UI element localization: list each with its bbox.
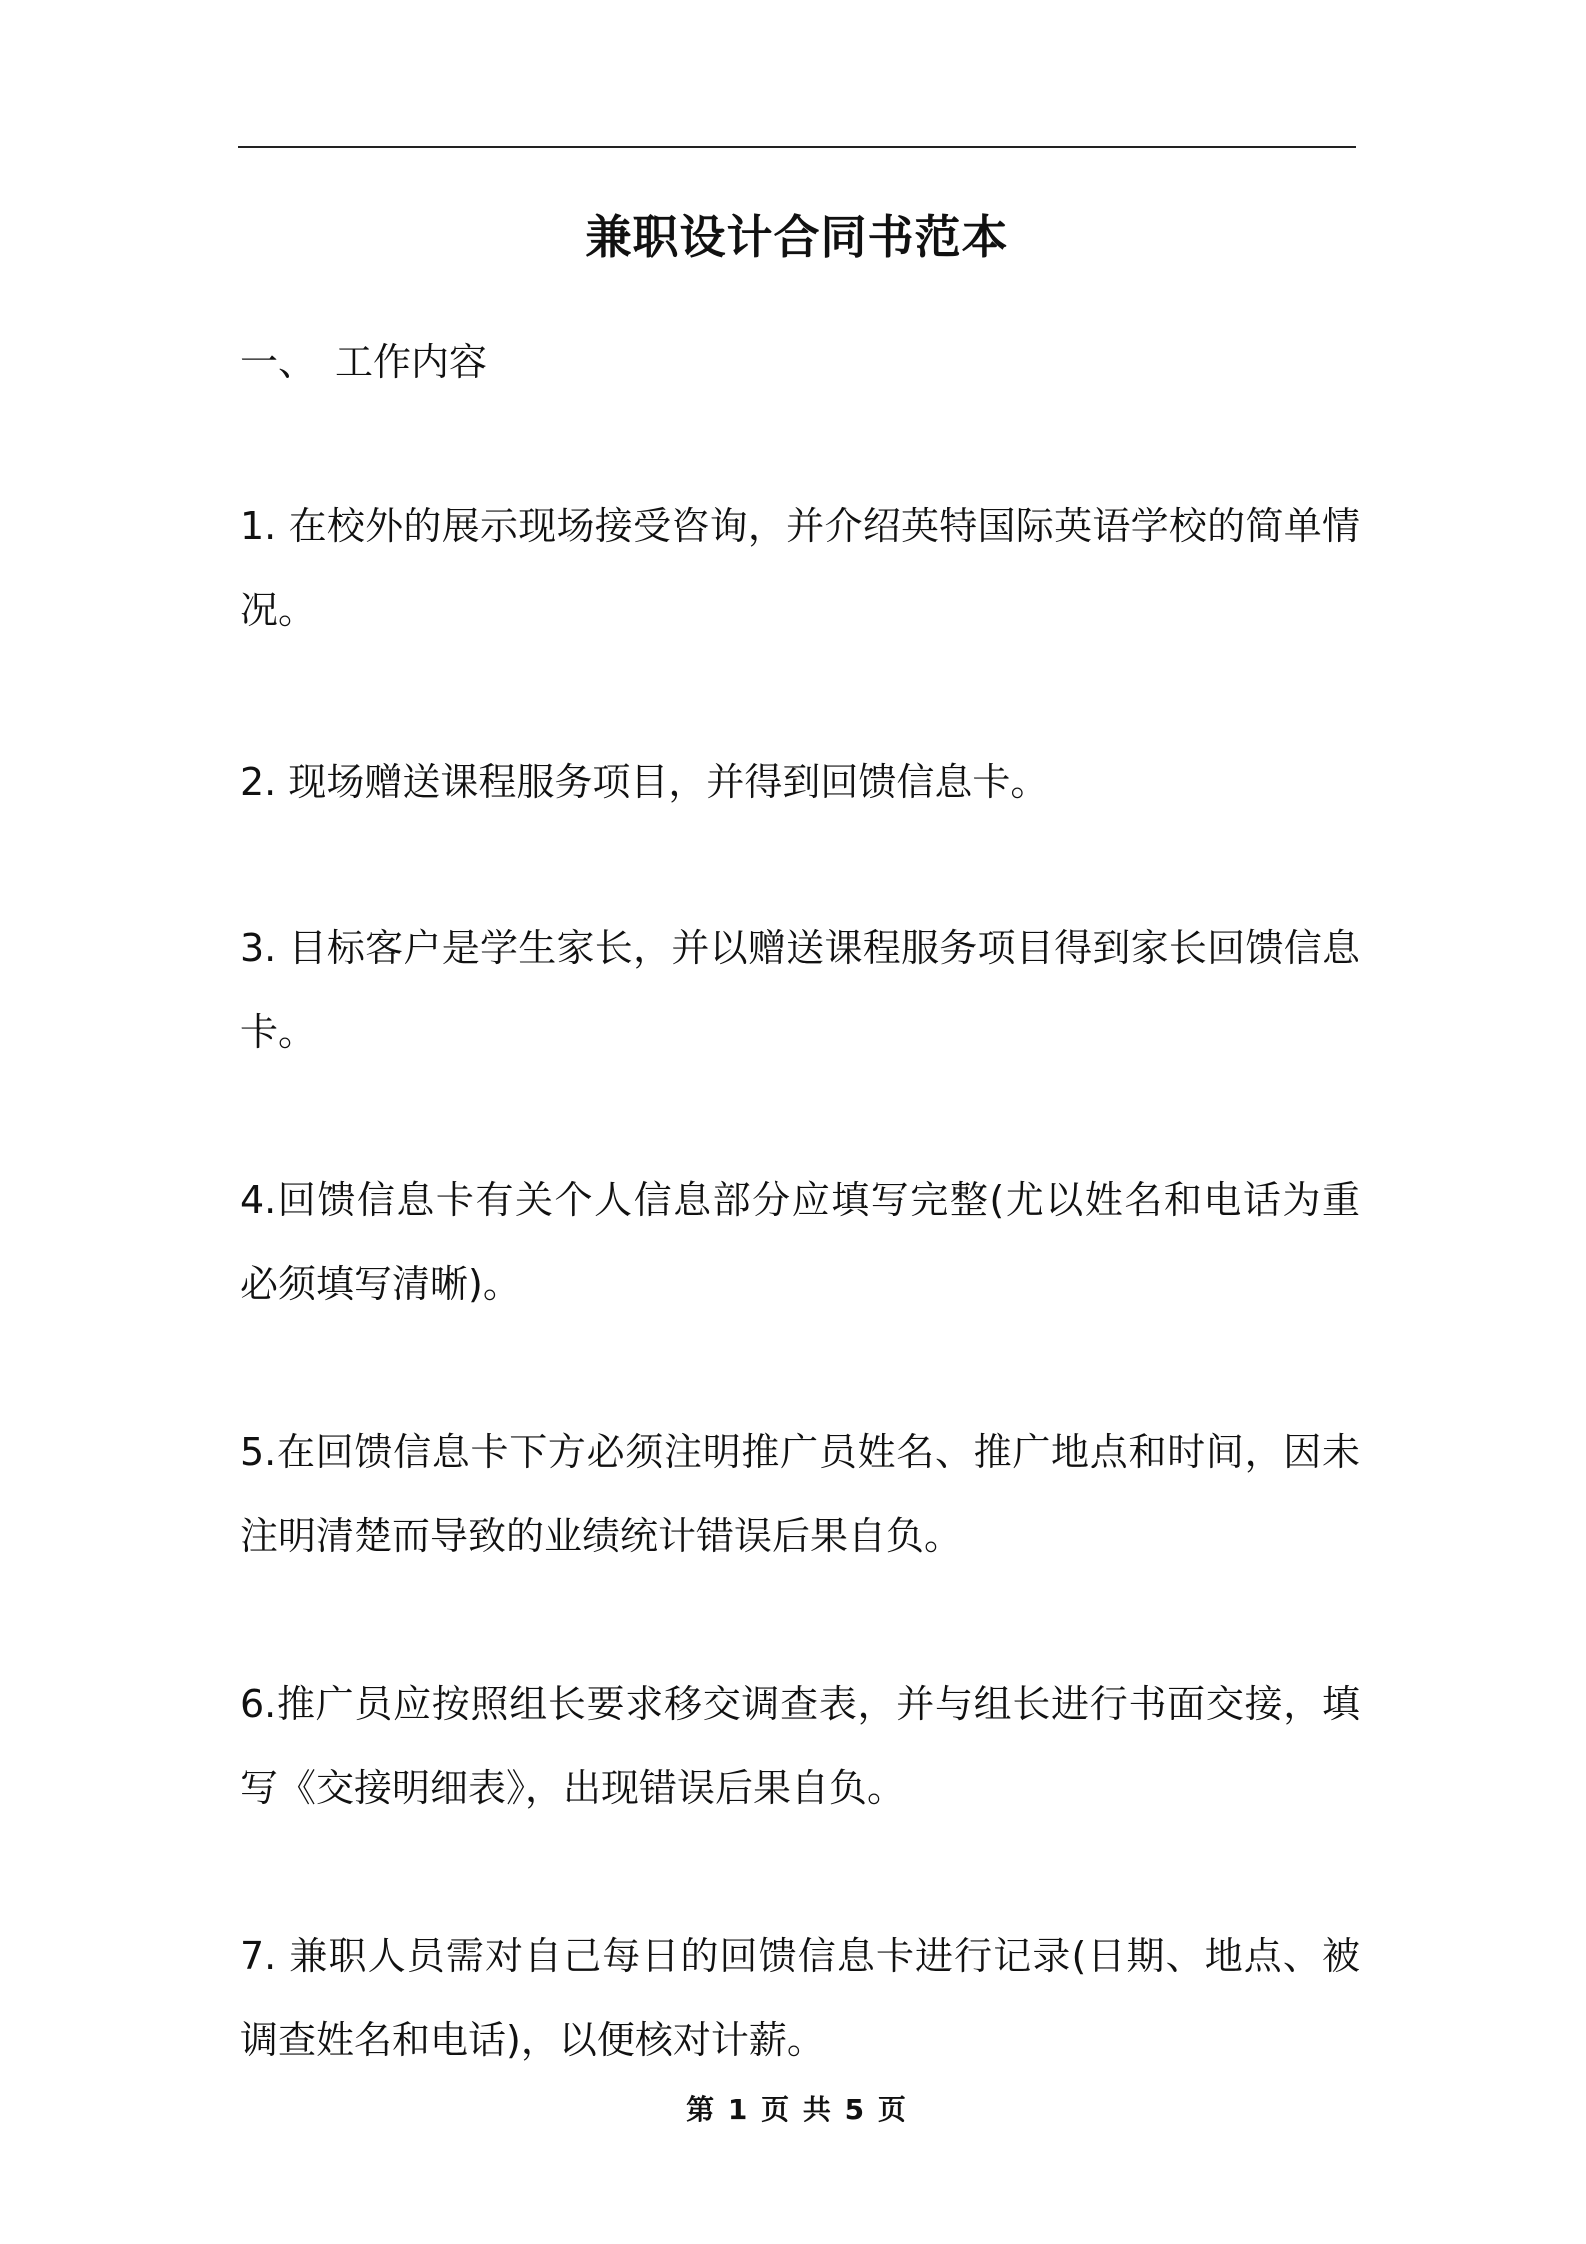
list-item: 5.在回馈信息卡下方必须注明推广员姓名、推广地点和时间，因未注明清楚而导致的业绩统计错误后果自负。 [240, 1430, 1360, 1558]
section-number: 一、 [240, 340, 317, 384]
document-title: 兼职设计合同书范本 [585, 210, 1009, 264]
list-item: 7. 兼职人员需对自己每日的回馈信息卡进行记录(日期、地点、被调查姓名和电话)，以便核对计薪。 [240, 1934, 1360, 2062]
section-heading-text: 工作内容 [335, 340, 488, 384]
list-item: 6.推广员应按照组长要求移交调查表，并与组长进行书面交接，填写《交接明细表》，出现错误后果自负。 [240, 1682, 1360, 1810]
list-item: 1. 在校外的展示现场接受咨询，并介绍英特国际英语学校的简单情况。 [240, 504, 1360, 632]
list-item: 3. 目标客户是学生家长，并以赠送课程服务项目得到家长回馈信息卡。 [240, 926, 1360, 1054]
page-footer: 第 1 页 共 5 页 [686, 2093, 908, 2126]
list-item: 4.回馈信息卡有关个人信息部分应填写完整(尤以姓名和电话为重 必须填写清晰)。 [240, 1178, 1360, 1306]
section-heading [240, 334, 487, 390]
header-divider [238, 146, 1356, 148]
list-item: 2. 现场赠送课程服务项目，并得到回馈信息卡。 [240, 760, 1049, 804]
